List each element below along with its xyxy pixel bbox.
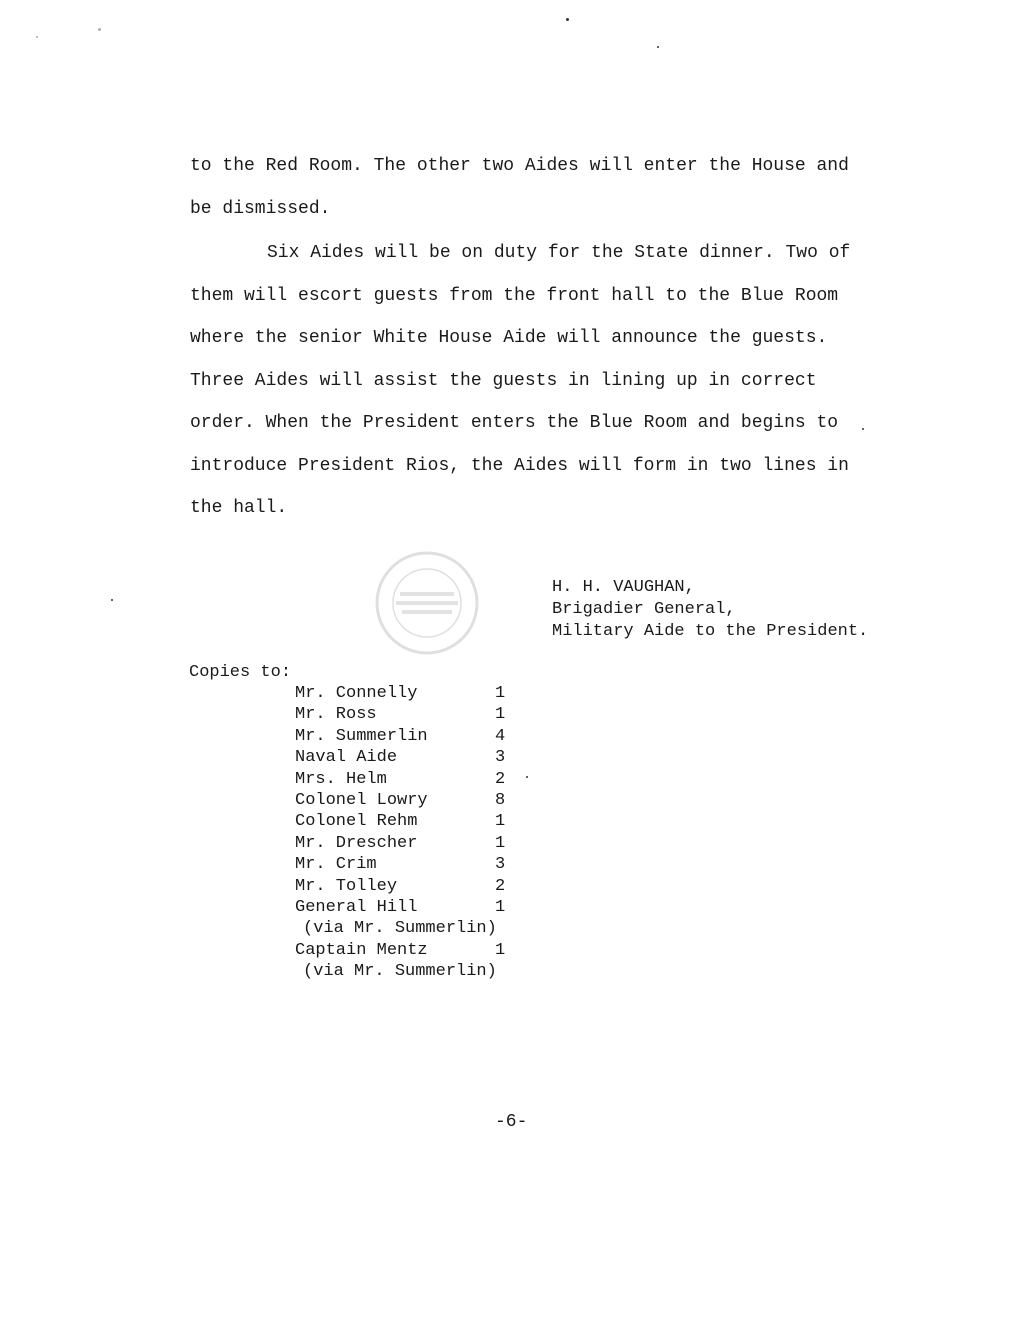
copy-count: 2: [495, 769, 506, 789]
list-item: [295, 877, 510, 898]
recipient-name: Mr. Drescher: [295, 833, 418, 853]
scan-speck: [566, 18, 569, 21]
copy-count: 1: [495, 812, 506, 832]
list-item: [295, 855, 510, 876]
recipient-name: Mrs. Helm: [295, 769, 387, 789]
list-item: [295, 727, 510, 748]
recipient-name: Mr. Connelly: [295, 684, 418, 703]
paragraph-continuation-line-2: be dismissed.: [190, 198, 331, 219]
list-item: [295, 770, 510, 791]
list-item: [295, 748, 510, 769]
memo-body: [190, 145, 870, 530]
recipient-name: Mr. Crim: [295, 855, 377, 875]
scan-speck: [657, 46, 659, 48]
list-item: [295, 684, 510, 705]
paragraph-continuation-line-1: to the Red Room. The other two Aides will enter the House and: [190, 156, 849, 176]
scan-speck: [526, 776, 528, 778]
copies-to-label: Copies to:: [189, 663, 292, 682]
recipient-name: Captain Mentz: [295, 940, 428, 960]
list-item: [295, 812, 510, 833]
copy-count: 1: [495, 705, 506, 725]
scan-speck: [98, 28, 101, 31]
archives-stamp-seal: [372, 548, 482, 658]
scan-speck: [36, 36, 38, 38]
recipient-name: Naval Aide: [295, 748, 398, 768]
list-item: [295, 791, 510, 812]
copy-count: 1: [495, 833, 506, 853]
signatory-rank: Brigadier General,: [552, 600, 736, 619]
copy-count: 8: [495, 790, 506, 810]
recipient-routing-note: (via Mr. Summerlin): [303, 962, 497, 982]
list-item: [295, 898, 510, 919]
copy-count: 1: [495, 684, 506, 703]
list-item: [295, 941, 510, 962]
recipient-name: Mr. Tolley: [295, 876, 398, 896]
recipient-name: Mr. Summerlin: [295, 726, 428, 746]
copy-count: 1: [495, 897, 506, 917]
copy-count: 1: [495, 940, 506, 960]
copy-count: 2: [495, 876, 506, 896]
list-item: [295, 834, 510, 855]
copy-count: 3: [495, 855, 506, 875]
paragraph-state-dinner: Six Aides will be on duty for the State dinner. Two of them will escort guests from the front hall to the Blue Room where the senior White House Aide will announce the guests. Three Aides will assist the guests in lining up in correct order. When the President enters the Blue Room and begins to introduce President Rios, the Aides will form in two lines in the hall.: [190, 243, 851, 518]
copies-distribution-list: [295, 684, 510, 983]
copy-count: 3: [495, 748, 506, 768]
list-item: [295, 705, 510, 726]
recipient-name: Colonel Rehm: [295, 812, 418, 832]
signatory-title: Military Aide to the President.: [552, 622, 869, 641]
recipient-name: Colonel Lowry: [295, 790, 428, 810]
recipient-routing-note: (via Mr. Summerlin): [303, 919, 497, 939]
signatory-name: H. H. VAUGHAN,: [552, 578, 695, 597]
signature-block: [552, 577, 868, 643]
copy-count: 4: [495, 726, 506, 746]
page-number: -6-: [495, 1112, 528, 1132]
recipient-name: General Hill: [295, 897, 418, 917]
scan-speck: [111, 599, 113, 601]
recipient-name: Mr. Ross: [295, 705, 377, 725]
